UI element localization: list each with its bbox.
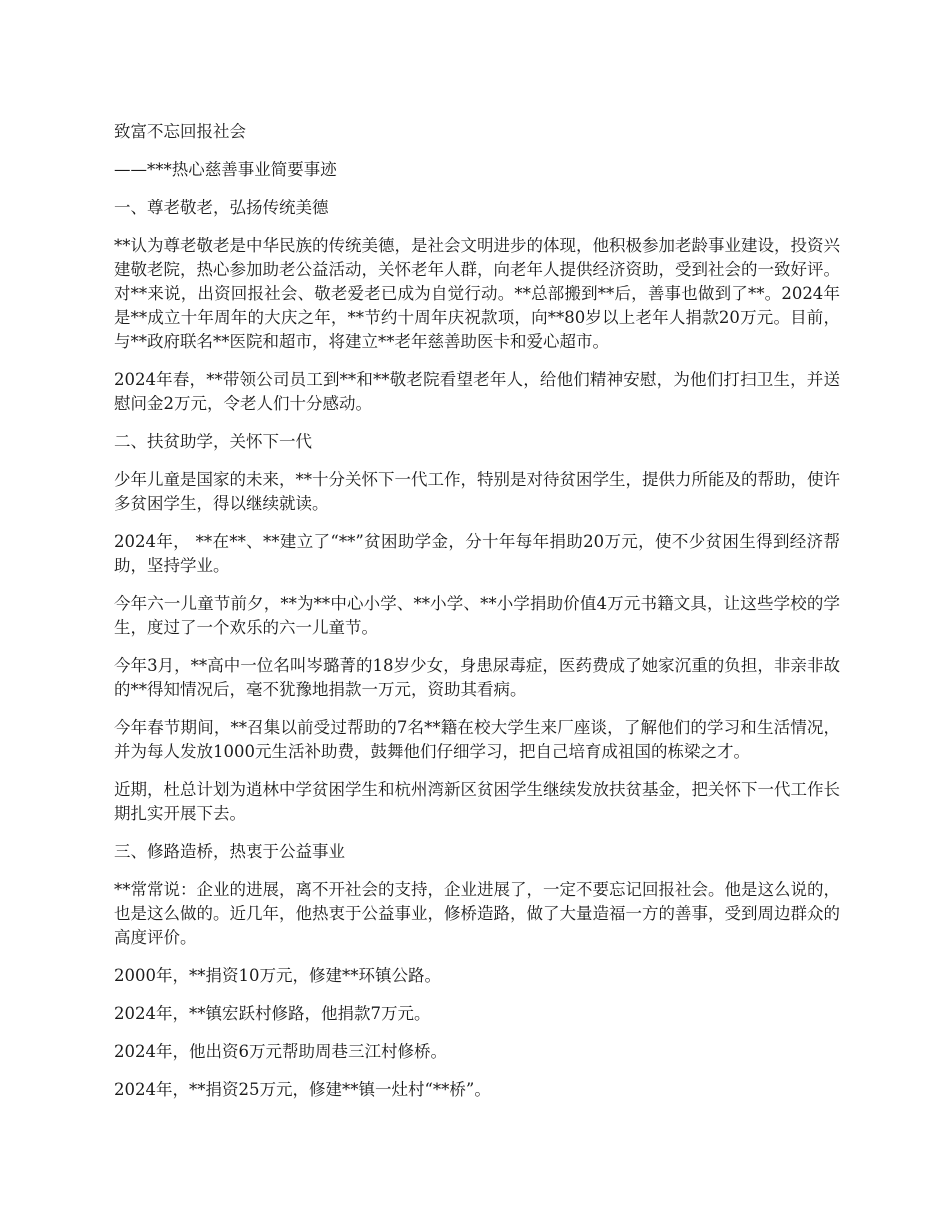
paragraph: **常常说：企业的进展，离不开社会的支持，企业进展了，一定不要忘记回报社会。他是这么说的，也是这么做的。近几年，他热衷于公益事业，修桥造路，做了大量造福一方的善事，受到周边群众的高度评价。 [114, 880, 840, 947]
paragraph: 2024年，他出资6万元帮助周巷三江村修桥。 [114, 1042, 447, 1061]
section-heading-2: 二、扶贫助学，关怀下一代 [114, 432, 312, 451]
paragraph: 2024年，**镇宏跃村修路，他捐款7万元。 [114, 1004, 431, 1023]
paragraph: 2024年， **在**、**建立了“**”贫困助学金，分十年每年捐助20万元，使不少贫困生得到经济帮助，坚持学业。 [114, 532, 840, 575]
paragraph: 2024年春，**带领公司员工到**和**敬老院看望老年人，给他们精神安慰，为他们打扫卫生，并送慰问金2万元，令老人们十分感动。 [114, 370, 840, 413]
paragraph: 近期，杜总计划为逍林中学贫困学生和杭州湾新区贫困学生继续发放扶贫基金，把关怀下一代工作长期扎实开展下去。 [114, 780, 840, 823]
paragraph: 今年3月，**高中一位名叫岑璐菁的18岁少女，身患尿毒症，医药费成了她家沉重的负担，非亲非故的**得知情况后，毫不犹豫地捐款一万元，资助其看病。 [114, 656, 840, 699]
section-heading-3: 三、修路造桥，热衷于公益事业 [114, 842, 345, 861]
document-page [114, 120, 840, 1116]
document-subtitle: ——***热心慈善事业简要事迹 [114, 160, 337, 179]
paragraph: 2024年，**捐资25万元，修建**镇一灶村“**桥”。 [114, 1080, 491, 1099]
section-heading-1: 一、尊老敬老，弘扬传统美德 [114, 198, 329, 217]
paragraph: 少年儿童是国家的未来，**十分关怀下一代工作，特别是对待贫困学生，提供力所能及的帮助，使许多贫困学生，得以继续就读。 [114, 470, 840, 513]
paragraph: 2000年，**捐资10万元，修建**环镇公路。 [114, 966, 441, 985]
paragraph: 今年六一儿童节前夕，**为**中心小学、**小学、**小学捐助价值4万元书籍文具，让这些学校的学生，度过了一个欢乐的六一儿童节。 [114, 594, 840, 637]
paragraph: **认为尊老敬老是中华民族的传统美德，是社会文明进步的体现，他积极参加老龄事业建设，投资兴建敬老院，热心参加助老公益活动，关怀老年人群，向老年人提供经济资助，受到社会的一致好评。 对**来说，出资回报社会、敬老爱老已成为自觉行动。**总部搬到**后，善事也做到了**。2024年是**成立十年周年的大庆之年，**节约十周年庆祝款项，向**80岁以上老年人捐款20万元。目前，与**政府联名**医院和超市，将建立**老年慈善助医卡和爱心超市。 [114, 236, 840, 351]
document-title: 致富不忘回报社会 [114, 122, 246, 141]
paragraph: 今年春节期间，**召集以前受过帮助的7名**籍在校大学生来厂座谈，了解他们的学习和生活情况，并为每人发放1000元生活补助费，鼓舞他们仔细学习，把自己培育成祖国的栋梁之才。 [114, 718, 840, 761]
